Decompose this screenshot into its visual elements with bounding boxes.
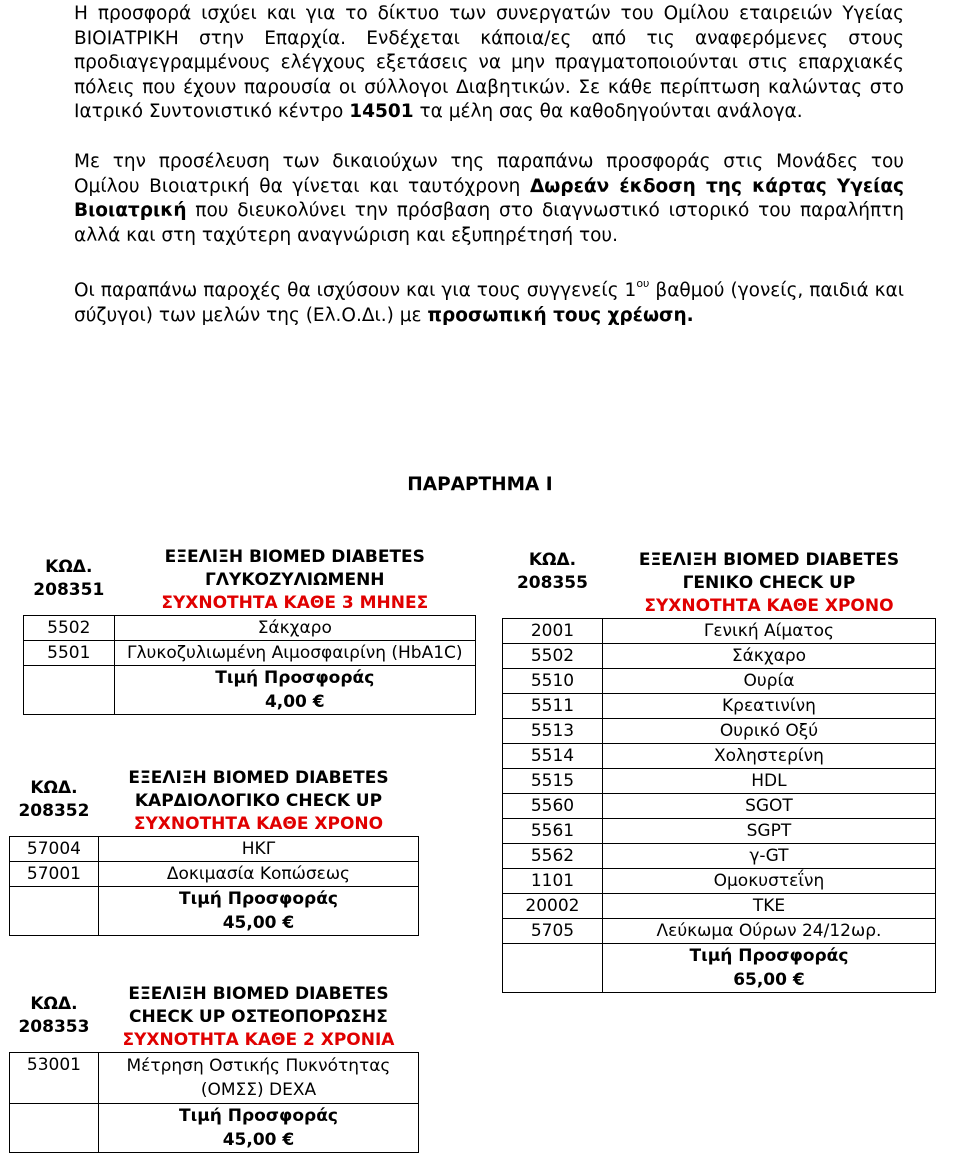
test-name: Γλυκοζυλιωμένη Αιμοσφαιρίνη (HbA1C) (114, 641, 475, 666)
table-row (10, 837, 419, 862)
table-row (503, 794, 936, 819)
package-frequency: ΣΥΧΝΟΤΗΤΑ ΚΑΘΕ 3 ΜΗΝΕΣ (161, 593, 429, 613)
test-code: 5510 (503, 669, 603, 694)
package-subtitle: CHECK UP ΟΣΤΕΟΠΟΡΩΣΗΣ (129, 1007, 388, 1027)
test-code: 5502 (24, 616, 115, 641)
package-header (98, 764, 418, 837)
test-code: 5513 (503, 719, 603, 744)
price-label: Τιμή Προσφοράς (689, 946, 849, 966)
test-name: Λεύκωμα Ούρων 24/12ωρ. (602, 919, 935, 944)
paragraph-text: Οι παραπάνω παροχές θα ισχύσουν και για τους συγγενείς 1 (74, 280, 637, 301)
appendix-title: ΠΑΡΑΡΤΗΜΑ Ι (407, 474, 553, 495)
test-code: 5561 (503, 819, 603, 844)
test-name: Σάκχαρο (602, 644, 935, 669)
test-code: 1101 (503, 869, 603, 894)
price-label: Τιμή Προσφοράς (178, 889, 338, 909)
paragraph-text: που διευκολύνει την πρόσβαση στο διαγνωστικό ιστορικό του παραλήπτη αλλά και στη ταχύτερη αναγνώριση και εξυπηρέτησή του. (74, 200, 904, 246)
code-cell: ΚΩΔ. 208353 (18, 994, 90, 1037)
test-name: Ουρικό Οξύ (602, 719, 935, 744)
price-value: 65,00 € (733, 970, 805, 990)
paragraph-bold-text: Δωρεάν έκδοση της κάρτας Υγείας Βιοιατρική (74, 175, 904, 222)
table-row (10, 1053, 419, 1104)
table-row (503, 744, 936, 769)
package-title: ΕΞΕΛΙΞΗ BIOMED DIABETES (164, 547, 425, 567)
paragraph-text: τα μέλη σας θα καθοδηγούνται ανάλογα. (413, 101, 803, 123)
intro-paragraph-network (74, 2, 904, 125)
test-name: SGOT (602, 794, 935, 819)
test-code: 57001 (10, 862, 99, 887)
price-value: 4,00 € (264, 692, 325, 712)
test-code: 53001 (10, 1053, 99, 1104)
test-code: 5515 (503, 769, 603, 794)
test-code: 5501 (24, 641, 115, 666)
package-frequency: ΣΥΧΝΟΤΗΤΑ ΚΑΘΕ 2 ΧΡΟΝΙΑ (122, 1030, 395, 1050)
package-table-208352 (9, 764, 419, 936)
package-frequency: ΣΥΧΝΟΤΗΤΑ ΚΑΘΕ ΧΡΟΝΟ (644, 596, 894, 616)
package-subtitle: ΓΕΝΙΚΟ CHECK UP (682, 573, 856, 593)
test-code: 20002 (503, 894, 603, 919)
price-value: 45,00 € (222, 1130, 295, 1150)
price-cell (602, 944, 935, 993)
package-frequency: ΣΥΧΝΟΤΗΤΑ ΚΑΘΕ ΧΡΟΝΟ (133, 814, 384, 834)
paragraph-text: βαθμού (γονείς, παιδιά και σύζυγοι) των μελών της (Ελ.Ο.Δι.) με (74, 280, 904, 326)
table-row (24, 641, 476, 666)
table-row (503, 619, 936, 644)
table-row (503, 644, 936, 669)
test-name: Κρεατινίνη (602, 694, 935, 719)
phone-number: 14501 (349, 101, 414, 123)
test-code: 2001 (503, 619, 603, 644)
package-subtitle: ΓΛΥΚΟΖΥΛΙΩΜΕΝΗ (205, 570, 385, 590)
paragraph-text: Η προσφορά ισχύει και για το δίκτυο των συνεργατών του Ομίλου εταιρειών Υγείας ΒΙΟΙΑΤΡΙΚΗ στην Επαρχία. Ενδέχεται κάποια/ες από τις αναφερόμενες στους προδιαγεγραμμένους ελέγχους εξετάσεις να μην πραγματοποιούνται στις επαρχιακές πόλεις που έχουν παρουσία οι σύλλογοι Διαβητικών. Σε κάθε περίπτωση καλώντας στο Ιατρικό Συντονιστικό κέντρο (74, 3, 904, 123)
test-name: ΤΚΕ (602, 894, 935, 919)
table-row (503, 919, 936, 944)
test-name: γ-GT (602, 844, 935, 869)
test-name: ΗΚΓ (98, 837, 418, 862)
table-row (503, 669, 936, 694)
test-name: Δοκιμασία Κοπώσεως (98, 862, 418, 887)
test-code: 5562 (503, 844, 603, 869)
price-cell (98, 887, 418, 936)
table-row (503, 869, 936, 894)
package-title: ΕΞΕΛΙΞΗ BIOMED DIABETES (128, 768, 389, 788)
table-row (24, 616, 476, 641)
table-row (503, 819, 936, 844)
test-code: 5511 (503, 694, 603, 719)
package-title: ΕΞΕΛΙΞΗ BIOMED DIABETES (638, 550, 900, 570)
test-code: 5514 (503, 744, 603, 769)
price-label: Τιμή Προσφοράς (215, 668, 375, 688)
paragraph-bold-text: προσωπική τους χρέωση. (427, 304, 694, 326)
package-title: ΕΞΕΛΙΞΗ BIOMED DIABETES (128, 984, 389, 1004)
table-row (503, 719, 936, 744)
code-cell: ΚΩΔ. 208355 (516, 550, 588, 593)
package-table-208351 (23, 543, 476, 715)
table-row (503, 769, 936, 794)
test-code: 5560 (503, 794, 603, 819)
code-cell: ΚΩΔ. 208351 (33, 557, 105, 600)
test-code: 57004 (10, 837, 99, 862)
test-name: Ουρία (602, 669, 935, 694)
test-name: Σάκχαρο (114, 616, 475, 641)
test-name: SGPT (602, 819, 935, 844)
package-header (602, 546, 935, 619)
table-row (503, 894, 936, 919)
intro-paragraph-relatives (74, 279, 904, 328)
code-cell: ΚΩΔ. 208352 (18, 778, 90, 821)
package-table-208353 (9, 980, 419, 1153)
paragraph-text: Με την προσέλευση των δικαιούχων της παραπάνω προσφοράς στις Μονάδες του Ομίλου Βιοιατρική θα γίνεται και ταυτόχρονη (74, 151, 904, 197)
package-subtitle: ΚΑΡΔΙΟΛΟΓΙΚΟ CHECK UP (134, 791, 383, 811)
test-name: Ομοκυστεΐνη (602, 869, 935, 894)
test-code: 5502 (503, 644, 603, 669)
intro-paragraph-card (74, 150, 904, 248)
test-code: 5705 (503, 919, 603, 944)
test-name: Χοληστερίνη (602, 744, 935, 769)
table-row (503, 694, 936, 719)
price-label: Τιμή Προσφοράς (178, 1106, 338, 1126)
test-name: Μέτρηση Οστικής Πυκνότητας (ΟΜΣΣ) DEXA (98, 1053, 418, 1104)
package-header (114, 543, 475, 616)
superscript: ου (636, 277, 650, 290)
table-row (503, 844, 936, 869)
test-name: HDL (602, 769, 935, 794)
price-value: 45,00 € (222, 913, 295, 933)
package-table-208355 (502, 546, 936, 993)
price-cell (98, 1104, 418, 1153)
package-header (98, 980, 418, 1053)
table-row (10, 862, 419, 887)
price-cell (114, 666, 475, 715)
test-name: Γενική Αίματος (602, 619, 935, 644)
